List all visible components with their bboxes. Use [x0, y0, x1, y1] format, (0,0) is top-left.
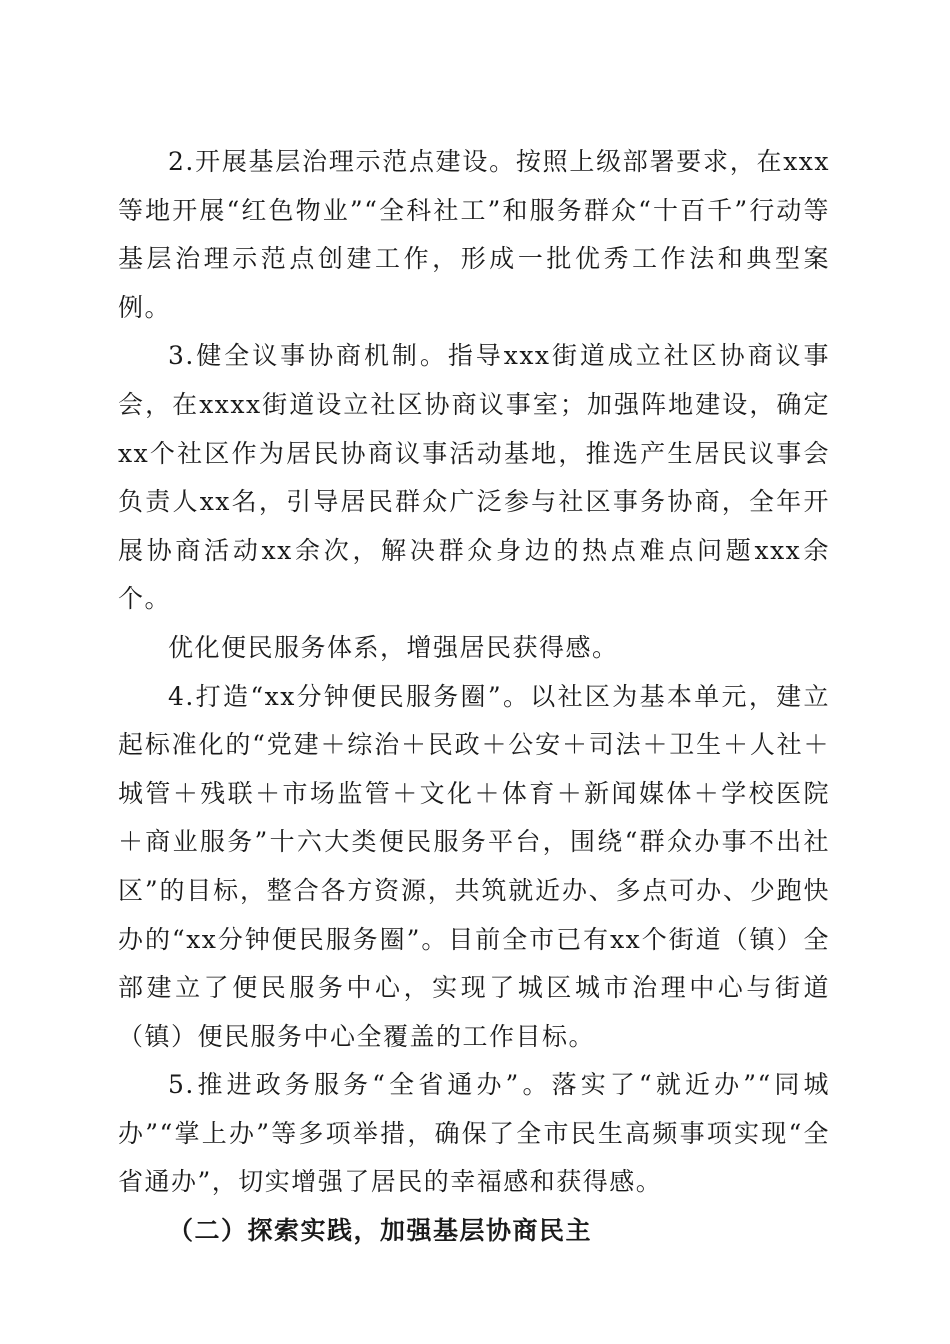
paragraph-item-3: 3.健全议事协商机制。指导xxx街道成立社区协商议事会，在xxxx街道设立社区协商议事室；加强阵地建设，确定xx个社区作为居民协商议事活动基地，推选产生居民议事会负责人xx名，引导居民群众广泛参与社区事务协商，全年开展协商活动xx余次，解决群众身边的热点难点问题xxx余个。 — [118, 341, 830, 614]
section-heading: （二）探索实践，加强基层协商民主 — [168, 1216, 593, 1246]
paragraph-item-2: 2.开展基层治理示范点建设。按照上级部署要求，在xxx等地开展“红色物业”“全科社工”和服务群众“十百千”行动等基层治理示范点创建工作，形成一批优秀工作法和典型案例。 — [118, 147, 830, 322]
document-body — [118, 138, 830, 1256]
paragraph-item-4: 4.打造“xx分钟便民服务圈”。以社区为基本单元，建立起标准化的“党建＋综治＋民政＋公安＋司法＋卫生＋人社＋城管＋残联＋市场监管＋文化＋体育＋新闻媒体＋学校医院＋商业服务”十六大类便民服务平台，围绕“群众办事不出社区”的目标，整合各方资源，共筑就近办、多点可办、少跑快办的“xx分钟便民服务圈”。目前全市已有xx个街道（镇）全部建立了便民服务中心，实现了城区城市治理中心与街道（镇）便民服务中心全覆盖的工作目标。 — [118, 681, 830, 1051]
paragraph-item-5: 5.推进政务服务“全省通办”。落实了“就近办”“同城办”“掌上办”等多项举措，确保了全市民生高频事项实现“全省通办”，切实增强了居民的幸福感和获得感。 — [118, 1070, 830, 1197]
paragraph-subtopic: 优化便民服务体系，增强居民获得感。 — [168, 632, 619, 662]
